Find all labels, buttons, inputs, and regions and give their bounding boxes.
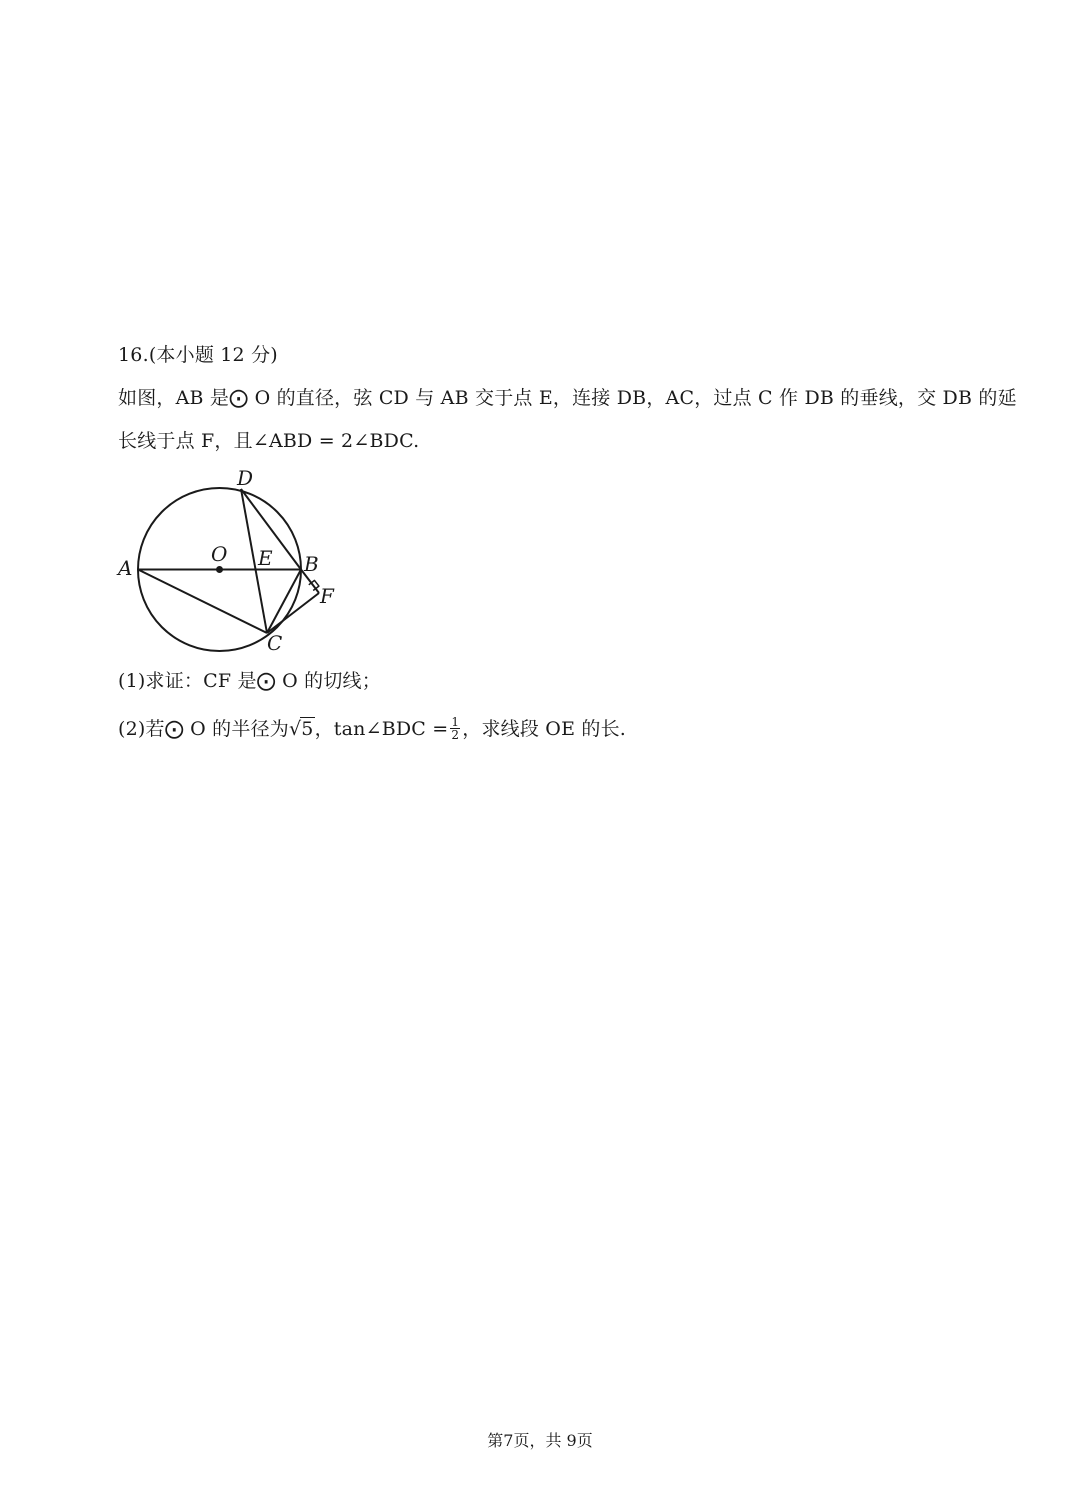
part2-text-middle: ，tan∠BDC = <box>314 718 449 740</box>
problem-stem-line-1: 如图，AB 是⨀ O 的直径，弦 CD 与 AB 交于点 E，连接 DB，AC，过点 C 作 DB 的垂线，交 DB 的延 <box>118 387 1017 409</box>
segment-cb <box>267 570 301 634</box>
fraction <box>450 716 460 741</box>
sqrt-radicand: 5 <box>301 718 314 740</box>
sqrt-symbol: √ <box>288 718 302 740</box>
geometry-figure <box>110 465 360 660</box>
label-b: B <box>304 552 319 576</box>
fraction-denominator: 2 <box>451 727 460 742</box>
label-f: F <box>320 584 334 608</box>
segment-cf <box>267 593 319 633</box>
fraction-numerator: 1 <box>451 714 460 729</box>
part2-text-after: ，求线段 OE 的长. <box>462 718 627 740</box>
part2-text-before: (2)若⨀ O 的半径为 <box>118 718 289 740</box>
problem-header: 16.(本小题 12 分) <box>118 344 278 366</box>
sqrt-expression <box>289 716 315 742</box>
label-d: D <box>237 466 254 490</box>
label-o: O <box>211 542 228 566</box>
label-a: A <box>118 556 133 580</box>
page-footer: 第7页，共 9页 <box>487 1431 593 1450</box>
label-c: C <box>267 631 283 655</box>
label-e: E <box>258 546 273 570</box>
question-part-1: (1)求证：CF 是⨀ O 的切线； <box>118 670 381 692</box>
question-part-2 <box>118 716 626 743</box>
center-point-o <box>216 566 223 573</box>
problem-stem-line-2: 长线于点 F，且∠ABD = 2∠BDC. <box>118 430 420 452</box>
